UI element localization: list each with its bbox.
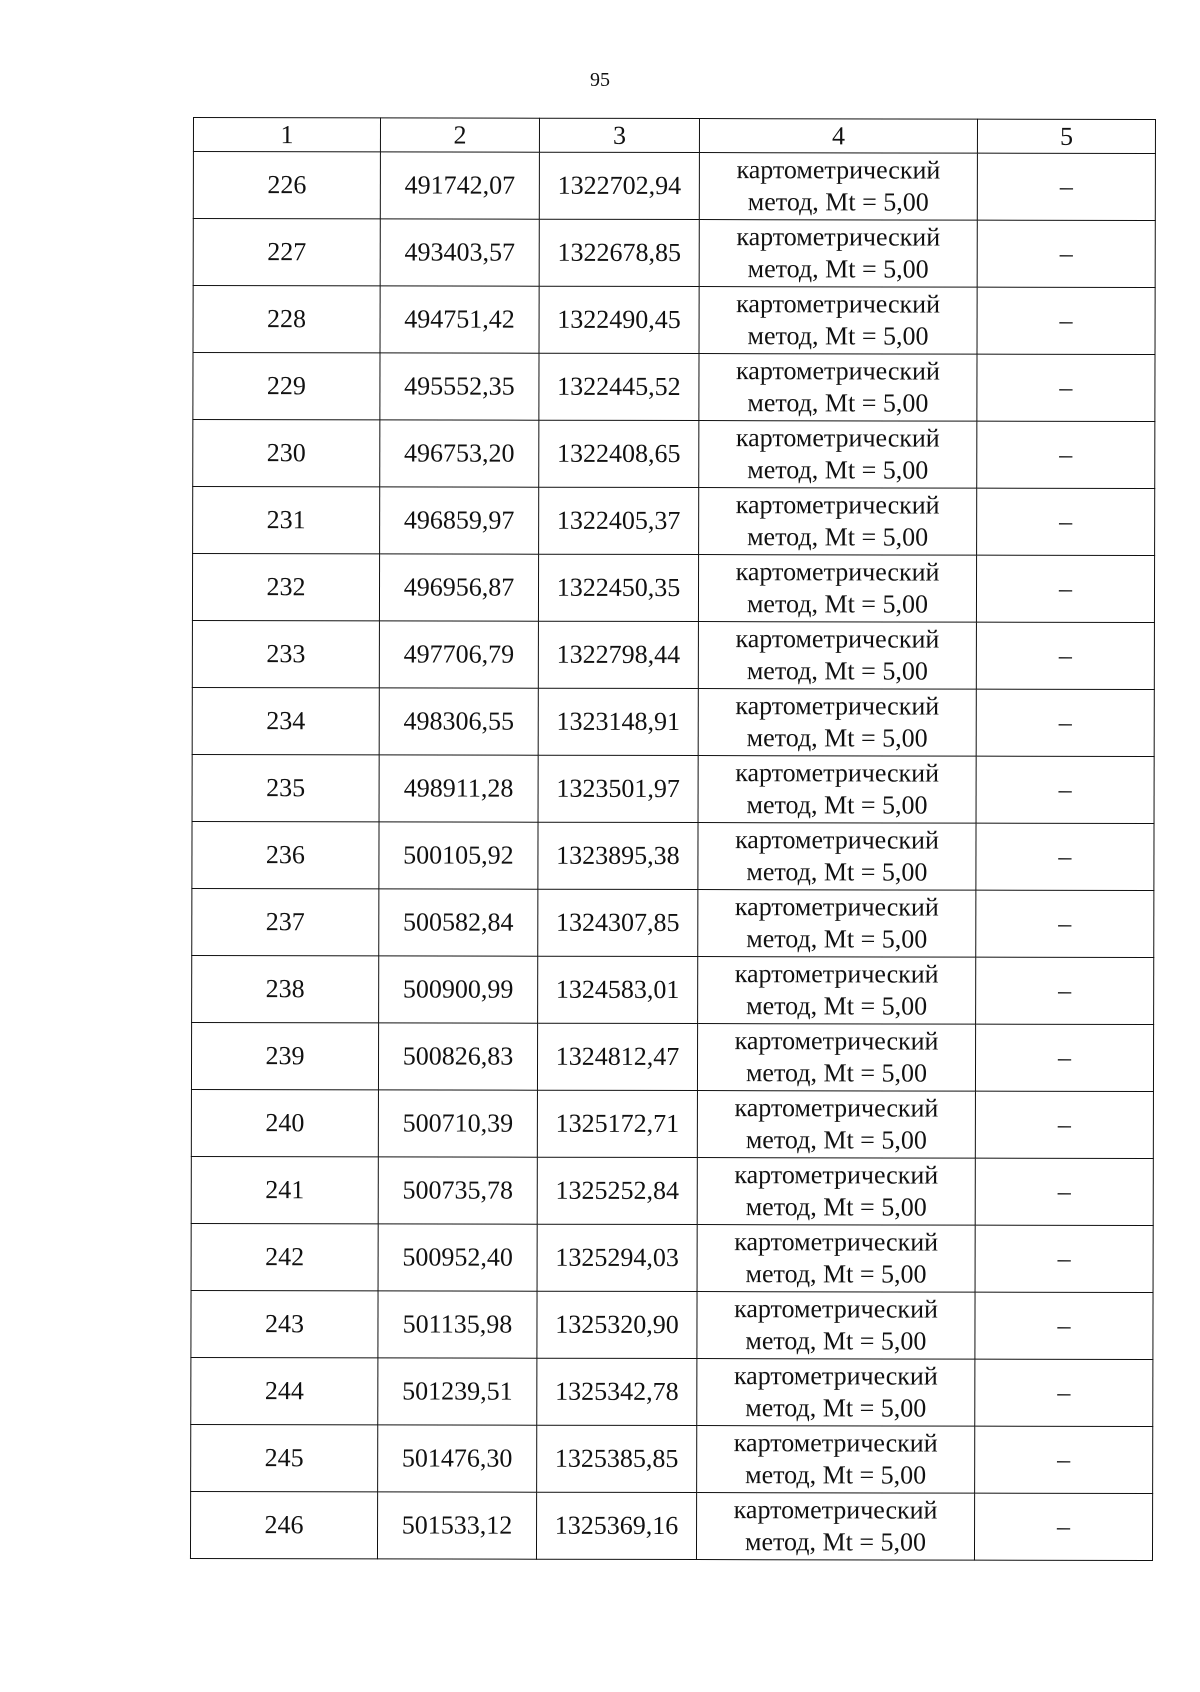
method-cell xyxy=(697,1359,975,1427)
x-coordinate-cell: 496859,97 xyxy=(380,487,539,554)
method-cell xyxy=(697,1091,975,1159)
table-row xyxy=(192,687,1154,756)
note-cell: – xyxy=(976,823,1154,890)
method-accuracy: метод, Mt = 5,00 xyxy=(747,321,929,351)
method-cell xyxy=(699,220,977,288)
x-coordinate-cell: 493403,57 xyxy=(380,219,539,286)
note-cell: – xyxy=(975,1426,1153,1493)
y-coordinate-cell: 1322798,44 xyxy=(538,621,698,688)
method-name: картометрический xyxy=(735,691,940,721)
table-row xyxy=(191,1156,1153,1225)
method-cell xyxy=(698,823,976,891)
method-accuracy: метод, Mt = 5,00 xyxy=(746,991,928,1021)
table-row xyxy=(191,1357,1153,1426)
x-coordinate-cell: 500952,40 xyxy=(378,1224,537,1291)
method-cell xyxy=(697,1158,975,1226)
point-number-cell: 245 xyxy=(191,1424,378,1491)
table-row xyxy=(191,1022,1153,1091)
x-coordinate-cell: 500710,39 xyxy=(378,1090,537,1157)
table-row xyxy=(192,620,1154,689)
method-accuracy: метод, Mt = 5,00 xyxy=(745,1125,927,1155)
y-coordinate-cell: 1322678,85 xyxy=(539,219,699,286)
method-cell xyxy=(697,1024,975,1092)
table-row xyxy=(193,152,1155,221)
x-coordinate-cell: 497706,79 xyxy=(379,621,538,688)
y-coordinate-cell: 1325252,84 xyxy=(537,1157,697,1224)
method-name: картометрический xyxy=(735,557,940,587)
column-header-4: 4 xyxy=(699,119,977,154)
method-name: картометрический xyxy=(736,356,940,386)
note-cell: – xyxy=(977,421,1155,488)
table-row xyxy=(192,821,1154,890)
method-name: картометрический xyxy=(735,423,940,453)
table-body xyxy=(190,152,1155,1561)
x-coordinate-cell: 500900,99 xyxy=(379,956,538,1023)
note-cell: – xyxy=(976,555,1154,622)
method-cell xyxy=(697,1292,975,1360)
point-number-cell: 231 xyxy=(193,487,380,554)
table-row xyxy=(191,1424,1153,1493)
point-number-cell: 226 xyxy=(193,152,380,219)
point-number-cell: 242 xyxy=(191,1223,378,1290)
point-number-cell: 228 xyxy=(193,286,380,353)
note-cell: – xyxy=(976,756,1154,823)
method-name: картометрический xyxy=(733,1361,938,1391)
note-cell: – xyxy=(975,1024,1153,1091)
method-name: картометрический xyxy=(735,825,939,855)
method-name: картометрический xyxy=(735,624,940,654)
method-cell xyxy=(697,1225,975,1293)
note-cell: – xyxy=(976,890,1154,957)
note-cell: – xyxy=(977,153,1155,220)
method-name: картометрический xyxy=(734,1093,939,1123)
method-name: картометрический xyxy=(734,1227,939,1257)
point-number-cell: 230 xyxy=(193,420,380,487)
method-cell xyxy=(699,421,977,489)
point-number-cell: 243 xyxy=(191,1290,378,1357)
method-name: картометрический xyxy=(734,1026,939,1056)
method-cell xyxy=(698,756,976,824)
note-cell: – xyxy=(977,287,1155,354)
point-number-cell: 246 xyxy=(190,1491,377,1558)
method-name: картометрический xyxy=(734,892,939,922)
x-coordinate-cell: 501239,51 xyxy=(378,1358,537,1425)
method-cell xyxy=(698,957,976,1025)
method-name: картометрический xyxy=(733,1495,938,1525)
column-header-3: 3 xyxy=(539,118,699,152)
table-row xyxy=(193,353,1155,422)
method-accuracy: метод, Mt = 5,00 xyxy=(744,1527,927,1557)
method-accuracy: метод, Mt = 5,00 xyxy=(746,589,929,619)
method-accuracy: метод, Mt = 5,00 xyxy=(746,790,928,820)
table-row xyxy=(193,487,1155,556)
x-coordinate-cell: 500735,78 xyxy=(378,1157,537,1224)
y-coordinate-cell: 1322445,52 xyxy=(539,353,699,420)
point-number-cell: 227 xyxy=(193,219,380,286)
method-accuracy: метод, Mt = 5,00 xyxy=(747,455,929,485)
method-cell xyxy=(697,1426,975,1494)
point-number-cell: 233 xyxy=(192,620,379,687)
method-name: картометрический xyxy=(734,1294,938,1324)
method-cell xyxy=(698,555,976,623)
method-accuracy: метод, Mt = 5,00 xyxy=(745,1326,927,1356)
column-header-5: 5 xyxy=(977,119,1155,153)
method-cell xyxy=(696,1493,974,1561)
y-coordinate-cell: 1322405,37 xyxy=(539,487,699,554)
method-cell xyxy=(698,622,976,690)
point-number-cell: 239 xyxy=(191,1022,378,1089)
note-cell: – xyxy=(977,220,1155,287)
point-number-cell: 229 xyxy=(193,353,380,420)
method-accuracy: метод, Mt = 5,00 xyxy=(747,187,929,217)
note-cell: – xyxy=(977,488,1155,555)
x-coordinate-cell: 498911,28 xyxy=(379,755,538,822)
note-cell: – xyxy=(975,1225,1153,1292)
x-coordinate-cell: 498306,55 xyxy=(379,688,538,755)
note-cell: – xyxy=(977,354,1155,421)
table-row xyxy=(193,286,1155,355)
y-coordinate-cell: 1324812,47 xyxy=(537,1023,697,1090)
table-row xyxy=(193,420,1155,489)
method-name: картометрический xyxy=(736,289,941,319)
method-accuracy: метод, Mt = 5,00 xyxy=(747,388,929,418)
y-coordinate-cell: 1325320,90 xyxy=(537,1291,697,1358)
table-row xyxy=(191,1290,1153,1359)
method-cell xyxy=(698,689,976,757)
method-accuracy: метод, Mt = 5,00 xyxy=(745,1259,927,1289)
x-coordinate-cell: 501476,30 xyxy=(378,1425,537,1492)
page-number: 95 xyxy=(590,69,610,91)
x-coordinate-cell: 495552,35 xyxy=(380,353,539,420)
note-cell: – xyxy=(974,1493,1152,1560)
x-coordinate-cell: 496956,87 xyxy=(379,554,538,621)
method-name: картометрический xyxy=(736,222,941,252)
table-row xyxy=(191,1089,1153,1158)
x-coordinate-cell: 500826,83 xyxy=(378,1023,537,1090)
method-accuracy: метод, Mt = 5,00 xyxy=(745,1058,928,1088)
note-cell: – xyxy=(976,622,1154,689)
y-coordinate-cell: 1325172,71 xyxy=(537,1090,697,1157)
method-accuracy: метод, Mt = 5,00 xyxy=(746,857,928,887)
table-row xyxy=(192,955,1154,1024)
point-number-cell: 237 xyxy=(192,888,379,955)
note-cell: – xyxy=(975,1091,1153,1158)
method-name: картометрический xyxy=(733,1428,938,1458)
method-accuracy: метод, Mt = 5,00 xyxy=(746,723,928,753)
y-coordinate-cell: 1323148,91 xyxy=(538,688,698,755)
note-cell: – xyxy=(976,957,1154,1024)
method-cell xyxy=(699,488,977,556)
method-name: картометрический xyxy=(734,1160,939,1190)
method-name: картометрический xyxy=(734,959,939,989)
y-coordinate-cell: 1322450,35 xyxy=(538,554,698,621)
point-number-cell: 236 xyxy=(192,821,379,888)
point-number-cell: 238 xyxy=(192,955,379,1022)
x-coordinate-cell: 501533,12 xyxy=(377,1492,536,1559)
point-number-cell: 240 xyxy=(191,1089,378,1156)
point-number-cell: 232 xyxy=(192,554,379,621)
table-row xyxy=(192,754,1154,823)
table-row xyxy=(193,219,1155,288)
method-accuracy: метод, Mt = 5,00 xyxy=(746,924,928,954)
method-cell xyxy=(699,287,977,355)
method-cell xyxy=(698,890,976,958)
point-number-cell: 235 xyxy=(192,754,379,821)
y-coordinate-cell: 1322490,45 xyxy=(539,286,699,353)
x-coordinate-cell: 501135,98 xyxy=(378,1291,537,1358)
method-accuracy: метод, Mt = 5,00 xyxy=(745,1192,927,1222)
method-accuracy: метод, Mt = 5,00 xyxy=(746,656,928,686)
note-cell: – xyxy=(975,1292,1153,1359)
y-coordinate-cell: 1324583,01 xyxy=(538,956,698,1023)
table-row xyxy=(191,1223,1153,1292)
y-coordinate-cell: 1325385,85 xyxy=(537,1425,697,1492)
method-accuracy: метод, Mt = 5,00 xyxy=(745,1393,927,1423)
table-header-row xyxy=(193,118,1155,154)
point-number-cell: 241 xyxy=(191,1156,378,1223)
coordinates-table xyxy=(190,117,1156,1561)
y-coordinate-cell: 1322702,94 xyxy=(539,152,699,219)
method-accuracy: метод, Mt = 5,00 xyxy=(745,1460,927,1490)
note-cell: – xyxy=(976,689,1154,756)
table-row xyxy=(192,888,1154,957)
x-coordinate-cell: 500582,84 xyxy=(379,889,538,956)
x-coordinate-cell: 494751,42 xyxy=(380,286,539,353)
y-coordinate-cell: 1325369,16 xyxy=(536,1492,696,1559)
point-number-cell: 244 xyxy=(191,1357,378,1424)
method-name: картометрический xyxy=(735,490,940,520)
method-accuracy: метод, Mt = 5,00 xyxy=(747,254,929,284)
y-coordinate-cell: 1323501,97 xyxy=(538,755,698,822)
x-coordinate-cell: 491742,07 xyxy=(380,152,539,219)
note-cell: – xyxy=(975,1359,1153,1426)
x-coordinate-cell: 500105,92 xyxy=(379,822,538,889)
column-header-2: 2 xyxy=(380,118,539,152)
column-header-1: 1 xyxy=(193,118,380,152)
y-coordinate-cell: 1325294,03 xyxy=(537,1224,697,1291)
y-coordinate-cell: 1323895,38 xyxy=(538,822,698,889)
method-cell xyxy=(699,153,977,221)
method-accuracy: метод, Mt = 5,00 xyxy=(747,522,929,552)
x-coordinate-cell: 496753,20 xyxy=(380,420,539,487)
table-row xyxy=(192,554,1154,623)
y-coordinate-cell: 1322408,65 xyxy=(539,420,699,487)
y-coordinate-cell: 1325342,78 xyxy=(537,1358,697,1425)
note-cell: – xyxy=(975,1158,1153,1225)
method-cell xyxy=(699,354,977,422)
y-coordinate-cell: 1324307,85 xyxy=(538,889,698,956)
point-number-cell: 234 xyxy=(192,687,379,754)
method-name: картометрический xyxy=(735,758,940,788)
table-row xyxy=(190,1491,1152,1560)
method-name: картометрический xyxy=(736,155,941,185)
